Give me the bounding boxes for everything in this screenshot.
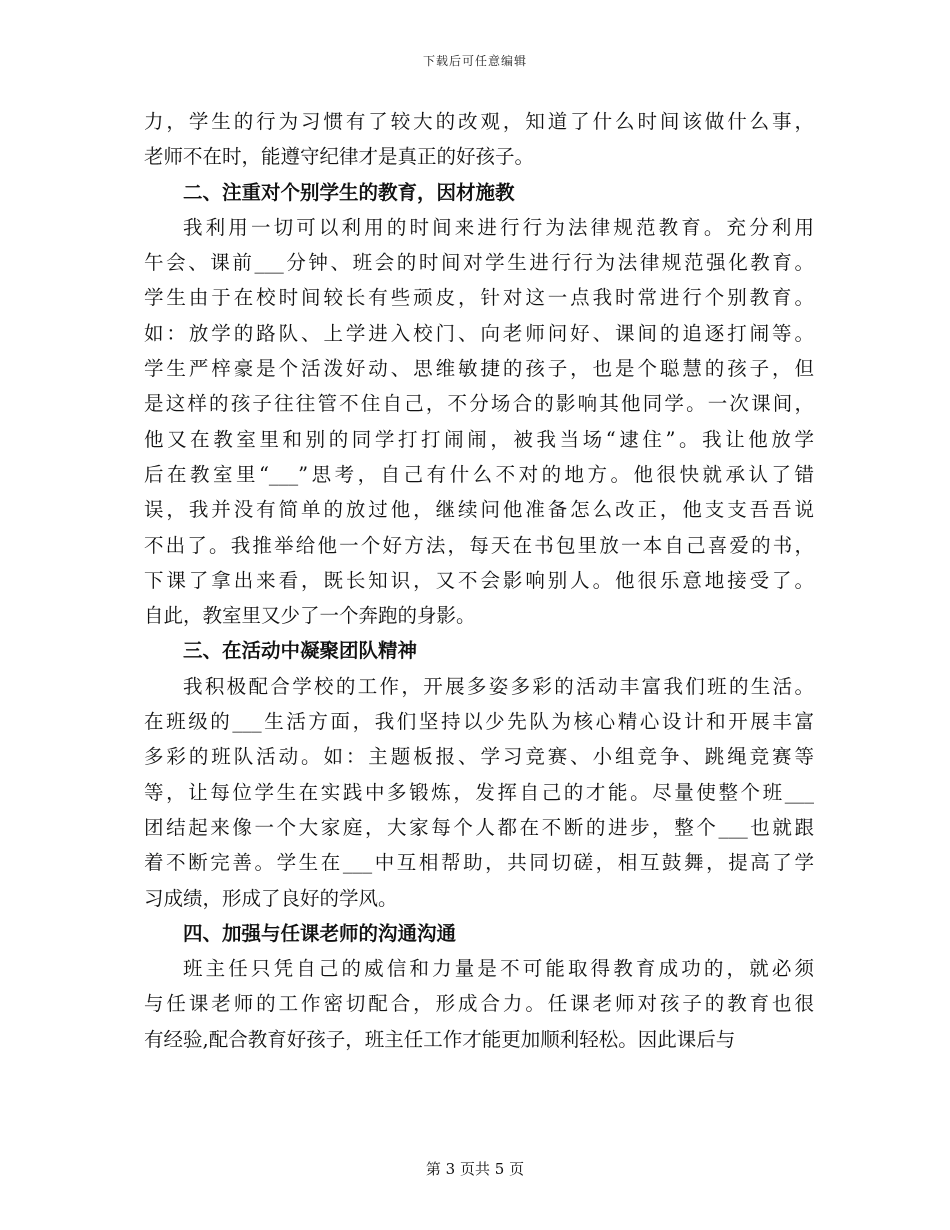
paragraph-line: 在班级的___生活方面，我们坚持以少先队为核心精心设计和开展丰富 — [144, 710, 814, 734]
paragraph-line: 多彩的班队活动。如：主题板报、学习竞赛、小组竞争、跳绳竞赛等 — [144, 745, 814, 769]
paragraph-line: 下课了拿出来看，既长知识，又不会影响别人。他很乐意地接受了。 — [144, 568, 814, 592]
paragraph-line: 自此，教室里又少了一个奔跑的身影。 — [144, 604, 476, 628]
paragraph-line: 误，我并没有简单的放过他，继续问他准备怎么改正，他支支吾吾说 — [144, 498, 814, 522]
paragraph-line: 午会、课前___分钟、班会的时间对学生进行行为法律规范强化教育。 — [144, 251, 814, 275]
page-header: 下载后可任意编辑 — [422, 54, 527, 68]
paragraph-line: 学生由于在校时间较长有些顽皮，针对这一点我时常进行个别教育。 — [144, 286, 814, 310]
section-heading: 二、注重对个别学生的教育，因材施教 — [183, 180, 515, 204]
paragraph-first-line: 我积极配合学校的工作，开展多姿多彩的活动丰富我们班的生活。 — [183, 674, 814, 698]
paragraph-line: 是这样的孩子往往管不住自己，不分场合的影响其他同学。一次课间， — [144, 392, 814, 416]
document-body — [144, 104, 814, 1057]
paragraph-line: 着不断完善。学生在___中互相帮助，共同切磋，相互鼓舞，提高了学 — [144, 851, 814, 875]
paragraph-line: 如：放学的路队、上学进入校门、向老师问好、课间的追逐打闹等。 — [144, 321, 814, 345]
paragraph-line: 不出了。我推举给他一个好方法，每天在书包里放一本自己喜爱的书， — [144, 533, 814, 557]
paragraph-line: 与任课老师的工作密切配合，形成合力。任课老师对孩子的教育也很 — [144, 992, 814, 1016]
page-number: 第 3 页共 5 页 — [425, 1160, 525, 1178]
paragraph-line: 他又在教室里和别的同学打打闹闹，被我当场“逮住”。我让他放学 — [144, 427, 814, 451]
paragraph-line: 老师不在时，能遵守纪律才是真正的好孩子。 — [144, 145, 535, 169]
paragraph-line: 力，学生的行为习惯有了较大的改观，知道了什么时间该做什么事， — [144, 110, 814, 133]
paragraph-first-line: 我利用一切可以利用的时间来进行行为法律规范教育。充分利用 — [183, 215, 814, 239]
paragraph-line: 后在教室里“___”思考，自己有什么不对的地方。他很快就承认了错 — [144, 462, 814, 486]
paragraph-line: 习成绩，形成了良好的学风。 — [144, 886, 398, 910]
section-heading: 四、加强与任课老师的沟通沟通 — [183, 921, 457, 945]
paragraph-first-line: 班主任只凭自己的威信和力量是不可能取得教育成功的，就必须 — [183, 957, 814, 981]
paragraph-line: 团结起来像一个大家庭，大家每个人都在不断的进步，整个___也就跟 — [144, 815, 814, 839]
section-heading: 三、在活动中凝聚团队精神 — [183, 639, 418, 663]
paragraph-line: 学生严梓豪是个活泼好动、思维敏捷的孩子，也是个聪慧的孩子，但 — [144, 357, 814, 381]
paragraph-line: 有经验,配合教育好孩子，班主任工作才能更加顺利轻松。因此课后与 — [144, 1027, 736, 1051]
paragraph-line: 等，让每位学生在实践中多锻炼，发挥自己的才能。尽量使整个班___ — [144, 780, 814, 804]
